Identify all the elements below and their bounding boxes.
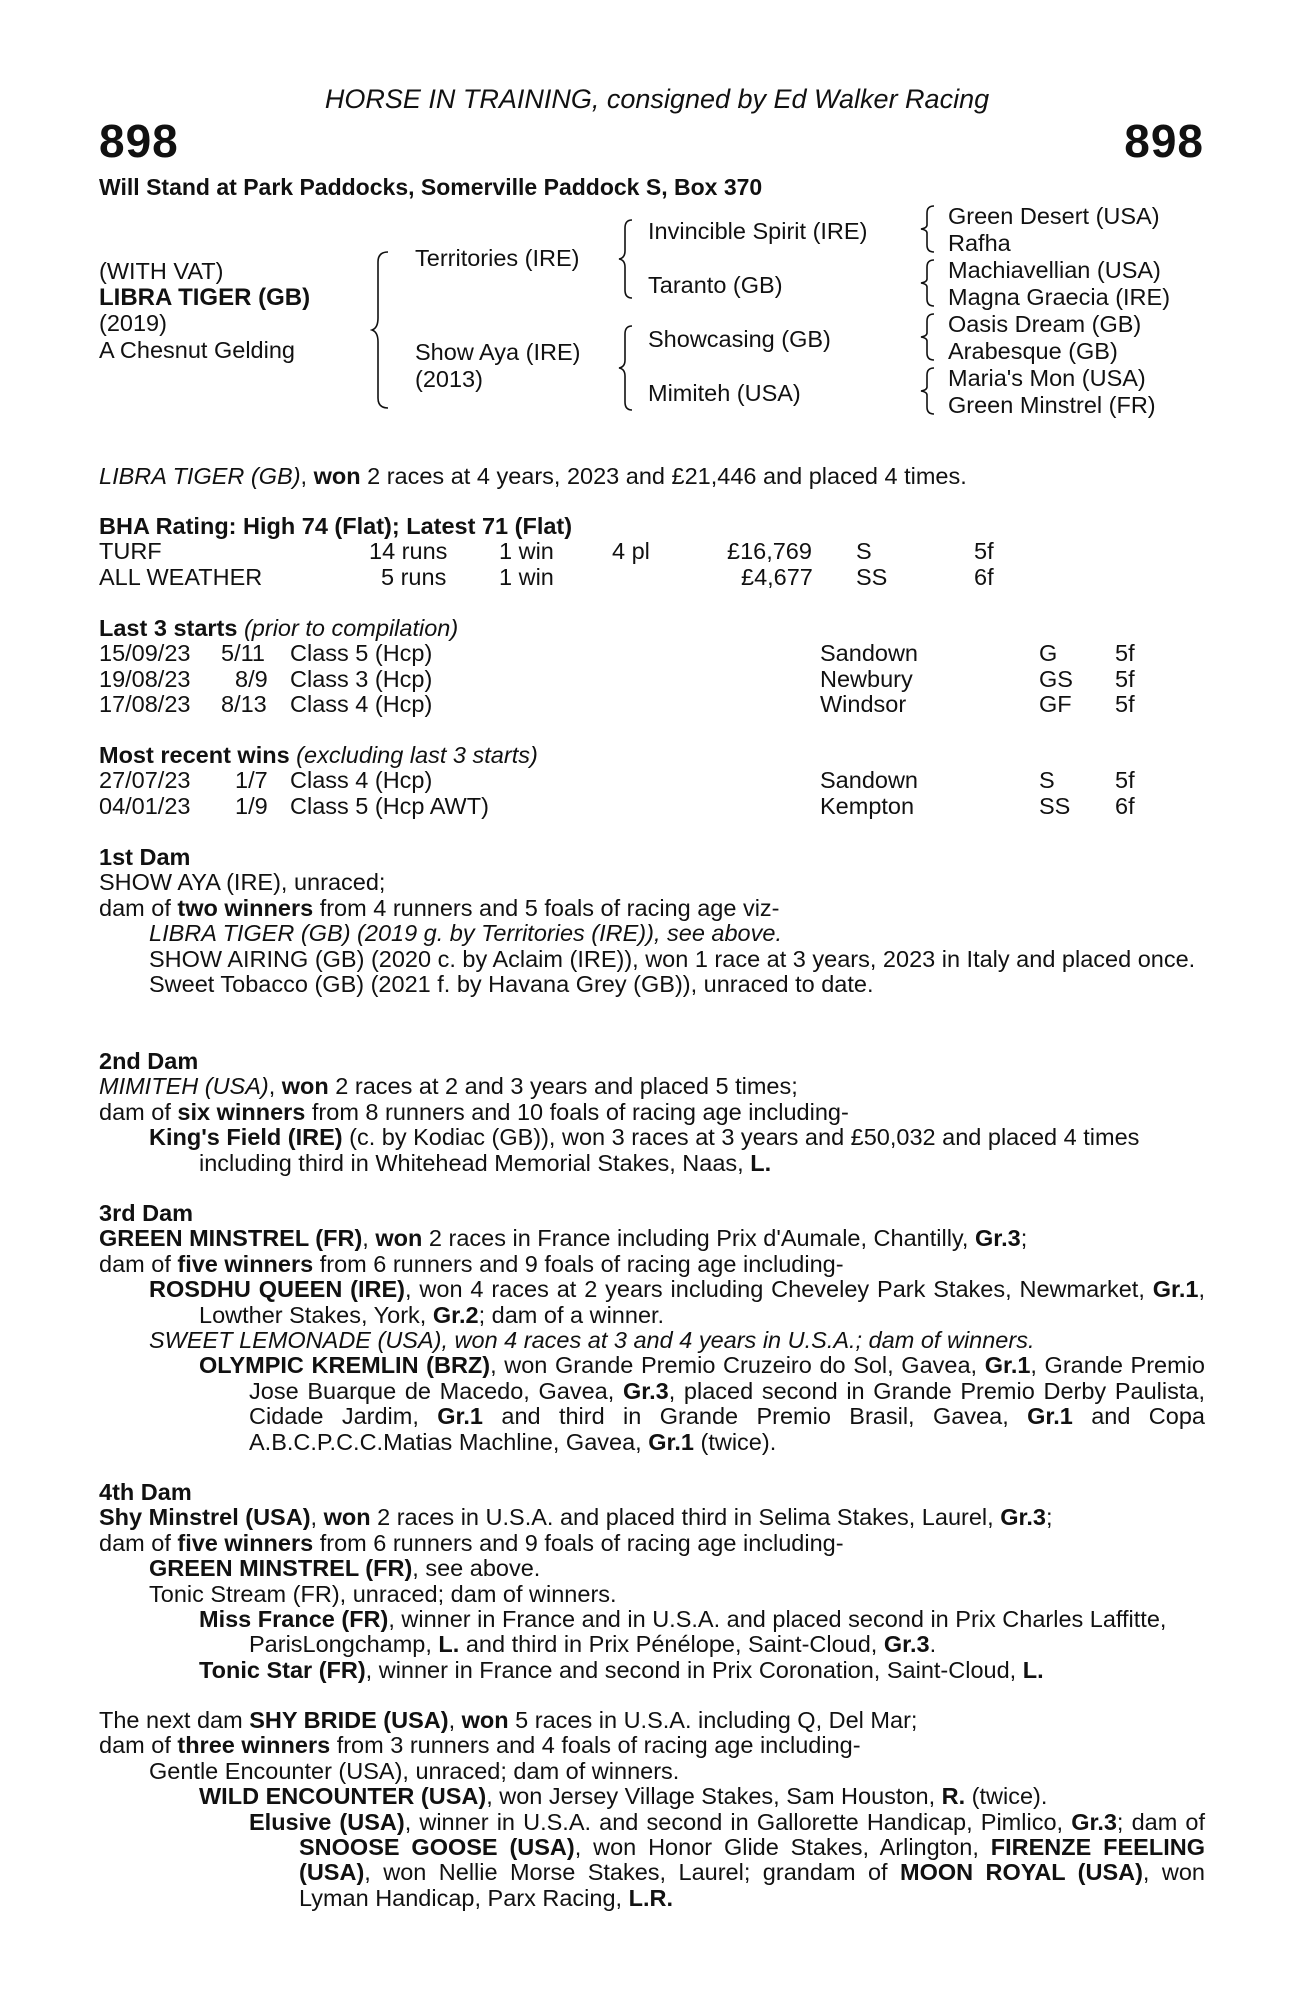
dam: Show Aya (IRE) (415, 339, 581, 365)
dds: Maria's Mon (USA) (948, 365, 1146, 391)
section-heading: 4th Dam (99, 1479, 192, 1505)
section-heading: 1st Dam (99, 844, 191, 870)
rating-heading: BHA Rating: High 74 (Flat); Latest 71 (Flat) (99, 513, 573, 539)
dam-year: (2013) (415, 366, 483, 392)
third-dam-section: 3rd Dam GREEN MINSTREL (FR), won 2 races in France including Prix d'Aumale, Chantilly, Gr.3; dam of five winners from 6 runners and 9 foals of racing age including- ROSDHU QUEEN (IRE), won 4 races at 2 years including Cheveley Park Stakes, Newmarket, Gr.1, Lowther Stakes, York, Gr.2; dam of a winner. SWEET LEMONADE (USA), won 4 races at 3 and 4 years in U.S.A.; dam of winners. OLYMPIC KREMLIN (BRZ), won Grande Premio Cruzeiro do Sol, Gavea, Gr.1, Grande Premio Jose Buarque de Macedo, Gavea, Gr.3, placed second in Grande Premio Derby Paulista, Cidade Jardim, Gr.1 and third in Grande Premio Brasil, Gavea, Gr.1 and Copa A.B.C.P.C.C.Matias Machline, Gavea, Gr.1 (twice). (99, 1200, 1206, 1455)
section-heading: 2nd Dam (99, 1048, 199, 1074)
rating-section (99, 514, 1205, 590)
sire-sire: Invincible Spirit (IRE) (648, 218, 868, 244)
rating-row: TURF 14 runs 1 win 4 pl £16,769 S 5f (99, 538, 994, 565)
dsd: Arabesque (GB) (948, 338, 1118, 364)
vat-note: (WITH VAT) (99, 258, 224, 284)
dss: Oasis Dream (GB) (948, 311, 1142, 337)
consignment-header: HORSE IN TRAINING, consigned by Ed Walker Racing (324, 84, 990, 114)
sire-brace (616, 218, 636, 300)
sdd: Magna Graecia (IRE) (948, 284, 1171, 310)
start-row: 17/08/23 8/13 Class 4 (Hcp) Windsor GF 5f (99, 691, 1135, 718)
section-heading: 3rd Dam (99, 1200, 194, 1226)
win-row: 27/07/23 1/7 Class 4 (Hcp) Sandown S 5f (99, 767, 1135, 794)
most-recent-wins: Most recent wins (excluding last 3 starts) 27/07/23 1/7 Class 4 (Hcp) Sandown S 5f 04/01/23 1/9 Class 5 (Hcp AWT) Kempton SS 6f (99, 743, 1205, 819)
start-row: 15/09/23 5/11 Class 5 (Hcp) Sandown G 5f (99, 640, 1135, 667)
pedigree-brace (370, 250, 394, 410)
sss: Green Desert (USA) (948, 203, 1160, 229)
start-row: 19/08/23 8/9 Class 3 (Hcp) Newbury GS 5f (99, 665, 1135, 692)
foaling-year: (2019) (99, 310, 167, 336)
gen3-brace-3 (918, 312, 938, 362)
dam-sire: Showcasing (GB) (648, 326, 831, 352)
gen3-brace-2 (918, 258, 938, 308)
horse-name: LIBRA TIGER (GB) (99, 284, 311, 311)
sds: Machiavellian (USA) (948, 257, 1161, 283)
sire: Territories (IRE) (415, 245, 580, 271)
win-row: 04/01/23 1/9 Class 5 (Hcp AWT) Kempton SS 6f (99, 792, 1135, 819)
first-dam-section: 1st Dam SHOW AYA (IRE), unraced; dam of two winners from 4 runners and 5 foals of racing age viz- LIBRA TIGER (GB) (2019 g. by Territories (IRE)), see above. SHOW AIRING (GB) (2020 c. by Aclaim (IRE)), won 1 race at 3 years, 2023 in Italy and placed once. Sweet Tobacco (GB) (2021 f. by Havana Grey (GB)), unraced to date. (99, 845, 1205, 997)
dam-dam: Mimiteh (USA) (648, 380, 801, 406)
rating-row: ALL WEATHER 5 runs 1 win £4,677 SS 6f (99, 563, 994, 590)
sire-dam: Taranto (GB) (648, 272, 783, 298)
gen3-brace-1 (918, 204, 938, 254)
ssd: Rafha (948, 230, 1011, 256)
fourth-dam-section: 4th Dam Shy Minstrel (USA), won 2 races in U.S.A. and placed third in Selima Stakes, Laurel, Gr.3; dam of five winners from 6 runners and 9 foals of racing age including- GREEN MINSTREL (FR), see above. Tonic Stream (FR), unraced; dam of winners. Miss France (FR), winner in France and in U.S.A. and placed second in Prix Charles Laffitte, ParisLongchamp, L. and third in Prix Pénélope, Saint-Cloud, Gr.3. Tonic Star (FR), winner in France and second in Prix Coronation, Saint-Cloud, L. (99, 1480, 1205, 1683)
last-three-starts: Last 3 starts (prior to compilation) 15/09/23 5/11 Class 5 (Hcp) Sandown G 5f 19/08/23 8/9 Class 3 (Hcp) Newbury GS 5f 17/08/23 8/13 Class 4 (Hcp) Windsor GF 5f (99, 616, 1205, 718)
dam-brace (616, 324, 636, 412)
lot-number-right: 898 (1124, 115, 1204, 167)
next-dam-section: The next dam SHY BRIDE (USA), won 5 races in U.S.A. including Q, Del Mar; dam of three winners from 3 runners and 4 foals of racing age including- Gentle Encounter (USA), unraced; dam of winners. WILD ENCOUNTER (USA), won Jersey Village Stakes, Sam Houston, R. (twice). Elusive (USA), winner in U.S.A. and second in Gallorette Handicap, Pimlico, Gr.3; dam of SNOOSE GOOSE (USA), won Honor Glide Stakes, Arlington, FIRENZE FEELING (USA), won Nellie Morse Stakes, Laurel; grandam of MOON ROYAL (USA), won Lyman Handicap, Parx Racing, L.R. (99, 1707, 1206, 1911)
horse-description: A Chesnut Gelding (99, 337, 295, 363)
second-dam-section: 2nd Dam MIMITEH (USA), won 2 races at 2 and 3 years and placed 5 times; dam of six winners from 8 runners and 10 foals of racing age including- King's Field (IRE) (c. by Kodiac (GB)), won 3 races at 3 years and £50,032 and placed 4 times including third in Whitehead Memorial Stakes, Naas, L. (99, 1049, 1205, 1176)
ddd: Green Minstrel (FR) (948, 392, 1156, 418)
race-summary: LIBRA TIGER (GB), won 2 races at 4 years, 2023 and £21,446 and placed 4 times. (99, 463, 967, 489)
gen3-brace-4 (918, 366, 938, 416)
lot-number-left: 898 (99, 115, 179, 167)
stand-location: Will Stand at Park Paddocks, Somerville Paddock S, Box 370 (99, 174, 763, 200)
